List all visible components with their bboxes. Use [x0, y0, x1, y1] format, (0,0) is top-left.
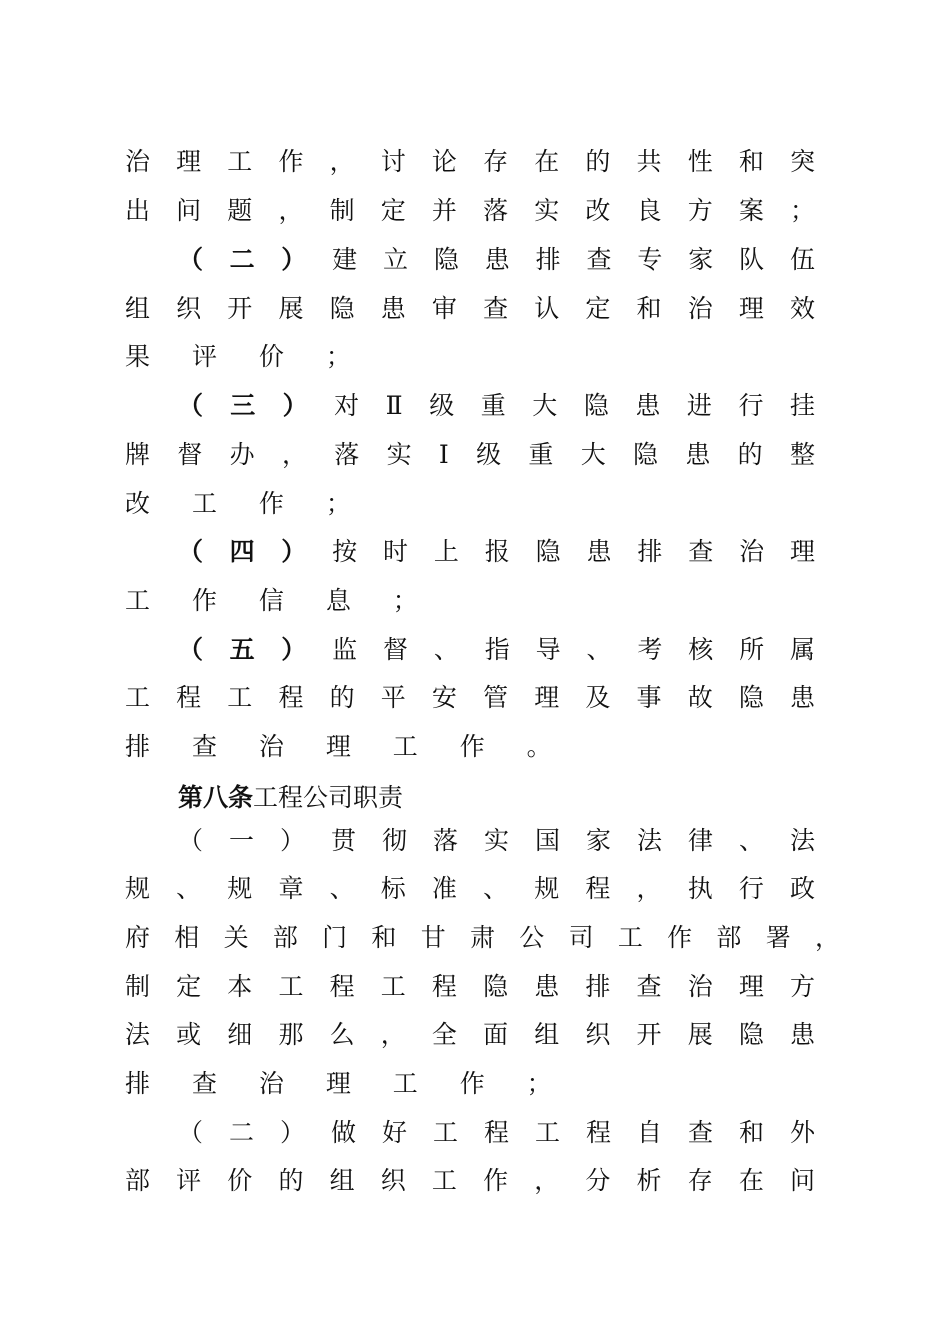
text-line: （ 一 ） 贯 彻 落 实 国 家 法 律 、 法: [178, 826, 815, 855]
article-label: 第八条: [178, 783, 254, 812]
text-line: 组 织 开 展 隐 患 审 查 认 定 和 治 理 效: [125, 294, 815, 323]
article-title: 工程公司职责: [253, 783, 404, 812]
text-line: 法 或 细 那 么 ， 全 面 组 织 开 展 隐 患: [125, 1020, 815, 1049]
text-line: 牌 督 办 ， 落 实 Ⅰ 级 重 大 隐 患 的 整: [125, 440, 815, 469]
text-line: 出 问 题 ， 制 定 并 落 实 改 良 方 案 ；: [125, 196, 815, 225]
item-text: 排 查 治 理 工 作 ；: [125, 1069, 569, 1098]
text-line: [125, 727, 815, 767]
text-line: 规 、 规 章 、 标 准 、 规 程 ， 执 行 政: [125, 874, 815, 903]
text-line: 府 相 关 部 门 和 甘 肃 公 司 工 作 部 署 ，: [125, 923, 840, 952]
text-line: 治 理 工 作 ， 讨 论 存 在 的 共 性 和 突: [125, 147, 815, 176]
item-marker: （ 二 ）: [178, 245, 316, 274]
item-marker: （ 三 ）: [178, 391, 317, 420]
item-text: 改 工 作 ；: [125, 489, 368, 518]
text-line: [125, 484, 815, 524]
text-line: [178, 630, 815, 670]
item-text: 对 Ⅱ 级 重 大 隐 患 进 行 挂: [334, 391, 815, 420]
text-line: 工 程 工 程 的 平 安 管 理 及 事 故 隐 患: [125, 683, 815, 712]
text-line: 制 定 本 工 程 工 程 隐 患 排 查 治 理 方: [125, 972, 815, 1001]
item-text: 建 立 隐 患 排 查 专 家 队 伍: [332, 245, 815, 274]
text-line: [125, 337, 815, 377]
item-marker: （ 四 ）: [178, 537, 316, 566]
text-line: [178, 240, 815, 280]
article-heading: [178, 778, 403, 818]
text-line: （ 二 ） 做 好 工 程 工 程 自 查 和 外: [178, 1118, 815, 1147]
item-text: 工 作 信 息 ；: [125, 586, 435, 615]
item-marker: （ 五 ）: [178, 635, 316, 664]
text-line: [178, 386, 815, 426]
item-text: 监 督 、 指 导 、 考 核 所 属: [332, 635, 815, 664]
item-text: 按 时 上 报 隐 患 排 查 治 理: [332, 537, 815, 566]
text-line: [125, 1064, 815, 1104]
text-line: [178, 532, 815, 572]
item-text: 排 查 治 理 工 作 。: [125, 732, 569, 761]
text-line: 部 评 价 的 组 织 工 作 ， 分 析 存 在 问: [125, 1166, 815, 1195]
item-text: 果 评 价 ；: [125, 342, 368, 371]
text-line: [125, 581, 815, 621]
